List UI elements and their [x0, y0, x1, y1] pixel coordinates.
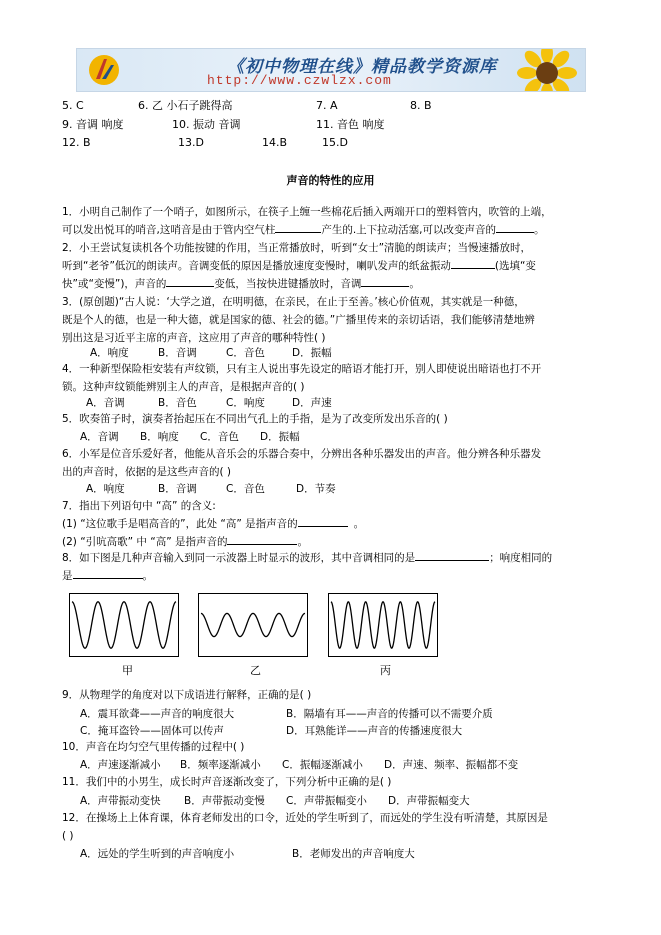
question-10	[62, 738, 602, 756]
q9-option-c[interactable]: C．掩耳盗铃——固体可以传声	[80, 725, 224, 737]
q10-option-d[interactable]: D．声速、频率、振幅都不变	[384, 759, 519, 771]
q11-option-c[interactable]: C．声带振幅变小	[286, 795, 367, 807]
question-6	[62, 445, 602, 481]
q1-blank-2[interactable]	[496, 222, 534, 233]
answer-9: 9. 音调 响度	[62, 118, 124, 131]
waveform-bing-curve	[331, 602, 435, 648]
site-logo-icon	[87, 53, 121, 87]
banner-title: 《初中物理在线》精品教学资源库	[227, 57, 497, 77]
q8-line1: 8．如下图是几种声音输入到同一示波器上时显示的波形，其中音调相同的是 ；响度相同的	[62, 552, 553, 564]
answer-7: 7. A	[316, 99, 338, 112]
header-banner	[76, 48, 586, 92]
q3-option-c[interactable]: C．音色	[226, 347, 265, 359]
q5-option-a[interactable]: A．音调	[80, 431, 119, 443]
q5-option-b[interactable]: B．响度	[140, 431, 179, 443]
sunflower-icon	[517, 48, 577, 92]
q2-line2: 听到“老爷”低沉的朗读声。音调变低的原因是播放速度变慢时，喇叭发声的纸盆振动 (选填“变	[62, 260, 536, 272]
waveform-label-bing: 丙	[380, 664, 391, 677]
q4-line2: 锁。这种声纹锁能辨别主人的声音，是根据声音的( )	[62, 381, 305, 393]
q6-option-c[interactable]: C．音色	[226, 483, 265, 495]
answer-11: 11. 音色 响度	[316, 118, 385, 131]
q1-line2: 可以发出悦耳的哨音,这哨音是由于管内空气柱 产生的.上下拉动活塞,可以改变声音的 。	[62, 224, 545, 236]
q6-line1: 6．小军是位音乐爱好者，他能从音乐会的乐器合奏中，分辨出各种乐器发出的声音。他分辨各种乐器发	[62, 448, 542, 460]
q3-line1: 3．(原创题)“古人说：‘大学之道，在明明德，在亲民，在止于至善。’核心价值观，其实就是一种德，	[62, 296, 525, 308]
q4-option-d[interactable]: D．声速	[292, 397, 332, 409]
waveform-bing	[328, 593, 438, 657]
question-5	[62, 410, 602, 428]
answer-13: 13.D	[178, 136, 204, 149]
question-3	[62, 293, 602, 347]
q10-option-c[interactable]: C．振幅逐渐减小	[282, 759, 363, 771]
section-title: 声音的特性的应用	[286, 174, 375, 187]
q6-option-b[interactable]: B．音调	[158, 483, 197, 495]
question-2	[62, 239, 602, 293]
q12-option-a[interactable]: A．远处的学生听到的声音响度小	[80, 848, 235, 860]
waveform-yi-curve	[201, 613, 305, 636]
q6-option-d[interactable]: D．节奏	[296, 483, 336, 495]
answer-14: 14.B	[262, 136, 288, 149]
question-8	[62, 549, 602, 585]
q3-option-b[interactable]: B．音调	[158, 347, 197, 359]
answer-5: 5. C	[62, 99, 84, 112]
q4-option-a[interactable]: A．音调	[86, 397, 125, 409]
q1-blank-1[interactable]	[275, 222, 321, 233]
q7-line3: (2) “引吭高歌” 中 “高” 是指声音的 。	[62, 536, 308, 548]
q8-blank-2[interactable]	[73, 568, 143, 579]
q9-line1: 9．从物理学的角度对以下成语进行解释，正确的是( )	[62, 689, 312, 701]
q2-line3: 快”或“变慢”)，声音的 变低，当按快进键播放时，音调 。	[62, 278, 420, 290]
q10-line1: 10．声音在均匀空气里传播的过程中( )	[62, 741, 245, 753]
q12-line1: 12．在操场上上体育课，体育老师发出的口令，近处的学生听到了，而远处的学生没有听清楚，其原因是	[62, 812, 548, 824]
q11-option-b[interactable]: B．声带振动变慢	[184, 795, 265, 807]
waveform-label-yi: 乙	[250, 664, 261, 677]
question-9	[62, 686, 602, 704]
q3-option-d[interactable]: D．振幅	[292, 347, 332, 359]
q3-line2: 既是个人的德，也是一种大德，就是国家的德、社会的德。”广播里传来的亲切话语，我们能够清楚地辨	[62, 314, 535, 326]
q9-option-a[interactable]: A．震耳欲聋——声音的响度很大	[80, 708, 235, 720]
q11-line1: 11．我们中的小男生，成长时声音逐渐改变了，下列分析中正确的是( )	[62, 776, 392, 788]
question-7	[62, 497, 602, 551]
q12-option-b[interactable]: B．老师发出的声音响度大	[292, 848, 415, 860]
q12-line2: ( )	[62, 830, 74, 842]
q4-line1: 4．一种新型保险柜安装有声纹锁，只有主人说出事先设定的暗语才能打开，别人即使说出暗语也打不开	[62, 363, 542, 375]
q6-option-a[interactable]: A．响度	[86, 483, 125, 495]
question-4	[62, 360, 602, 396]
waveform-yi	[198, 593, 308, 657]
q7-blank-1[interactable]	[298, 516, 348, 527]
q7-line2: (1) “这位歌手是唱高音的”，此处 “高” 是指声音的 。	[62, 518, 365, 530]
q8-blank-1[interactable]	[415, 550, 489, 561]
q11-option-d[interactable]: D．声带振幅变大	[388, 795, 470, 807]
q8-line2: 是 。	[62, 570, 153, 582]
q2-blank-3[interactable]	[361, 276, 409, 287]
answer-8: 8. B	[410, 99, 432, 112]
question-12	[62, 809, 602, 845]
q2-line1: 2．小王尝试复读机各个功能按键的作用，当正常播放时，听到“女士”清脆的朗读声；当慢速播放时，	[62, 242, 532, 254]
q5-line1: 5．吹奏笛子时，演奏者抬起压在不同出气孔上的手指，是为了改变所发出乐音的( )	[62, 413, 448, 425]
waveform-jia-curve	[72, 602, 176, 648]
q10-option-b[interactable]: B．频率逐渐减小	[180, 759, 261, 771]
q9-option-d[interactable]: D．耳熟能详——声音的传播速度很大	[286, 725, 463, 737]
q2-blank-1[interactable]	[451, 258, 495, 269]
banner-url: http://www.czwlzx.com	[207, 73, 392, 88]
q3-option-a[interactable]: A．响度	[90, 347, 129, 359]
answer-15: 15.D	[322, 136, 348, 149]
question-11	[62, 773, 602, 791]
q11-option-a[interactable]: A．声带振动变快	[80, 795, 161, 807]
answer-6: 6. 乙 小石子跳得高	[138, 99, 233, 112]
q4-option-b[interactable]: B．音色	[158, 397, 197, 409]
waveform-label-jia: 甲	[122, 664, 133, 677]
q10-option-a[interactable]: A．声速逐渐减小	[80, 759, 161, 771]
q5-option-d[interactable]: D．振幅	[260, 431, 300, 443]
q6-line2: 出的声音时，依据的是这些声音的( )	[62, 466, 232, 478]
q7-blank-2[interactable]	[227, 534, 297, 545]
waveform-jia	[69, 593, 179, 657]
q5-option-c[interactable]: C．音色	[200, 431, 239, 443]
answer-10: 10. 振动 音调	[172, 118, 241, 131]
question-1	[62, 203, 602, 239]
q4-option-c[interactable]: C．响度	[226, 397, 265, 409]
q3-line3: 别出这是习近平主席的声音，这应用了声音的哪种特性( )	[62, 332, 326, 344]
q1-line1: 1．小明自己制作了一个哨子，如图所示，在筷子上缠一些棉花后插入两端开口的塑料管内，吹管的上端，	[62, 206, 552, 218]
answer-12: 12. B	[62, 136, 91, 149]
q9-option-b[interactable]: B．隔墙有耳——声音的传播可以不需要介质	[286, 708, 493, 720]
q2-blank-2[interactable]	[166, 276, 214, 287]
q7-line1: 7．指出下列语句中 “高” 的含义:	[62, 500, 216, 512]
